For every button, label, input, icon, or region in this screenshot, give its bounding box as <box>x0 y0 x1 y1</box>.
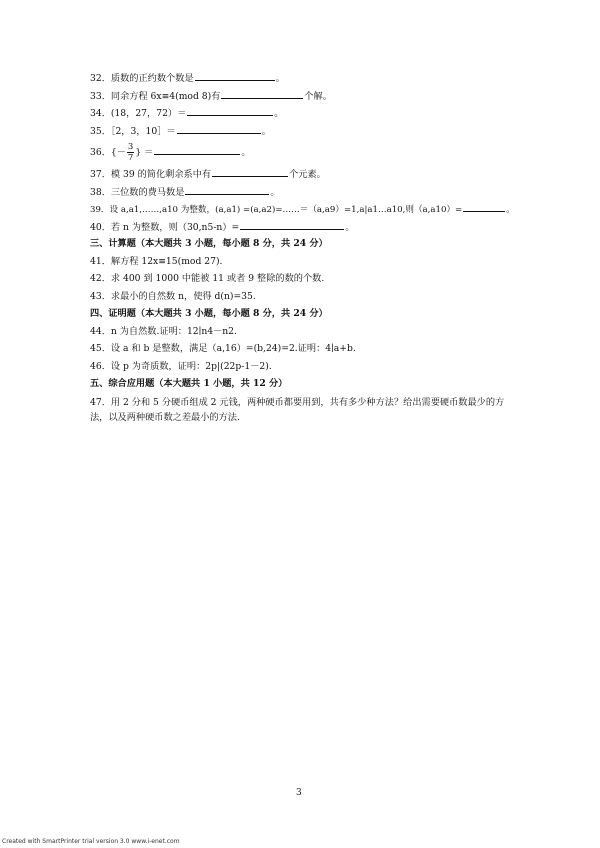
fraction-denominator: 7 <box>127 153 134 163</box>
question-33 <box>90 89 520 102</box>
answer-blank <box>187 106 273 116</box>
watermark-text: Created with SmartPrinter trial version 3.0 www.i-enet.com <box>2 838 180 845</box>
question-41: 41．解方程 12x≡15(mod 27). <box>90 255 223 267</box>
question-35 <box>90 124 520 137</box>
question-37-suffix: 个元素。 <box>289 169 326 180</box>
question-34 <box>90 106 520 119</box>
question-32-suffix: 。 <box>275 73 285 84</box>
answer-blank <box>154 145 240 155</box>
answer-blank <box>185 185 269 195</box>
question-38-suffix: 。 <box>270 186 280 198</box>
section-heading-proof: 四、证明题（本大题共 3 小题，每小题 8 分，共 24 分） <box>90 308 328 319</box>
question-39 <box>90 202 520 215</box>
question-43: 43．求最小的自然数 n，使得 d(n)=35. <box>90 290 256 302</box>
question-33-text: 33．同余方程 6x≡4(mod 8)有 <box>90 90 221 102</box>
question-39-text: 39．设 a,a1,……,a10 为整数，(a,a1) =(a,a2)=……＝（a,a9）=1,a|a1…a10,则（a,a10）= <box>90 205 463 215</box>
answer-blank <box>195 71 275 81</box>
question-40 <box>90 220 520 233</box>
question-37 <box>90 167 520 180</box>
question-list <box>90 71 520 429</box>
question-32-text: 32．质数的正约数个数是 <box>90 73 194 84</box>
fraction <box>127 142 134 163</box>
question-35-text: 35．［2，3，10］＝ <box>90 125 176 137</box>
question-34-suffix: 。 <box>274 108 284 119</box>
question-38-text: 38．三位数的费马数是 <box>90 186 185 198</box>
answer-blank <box>221 89 303 99</box>
question-46: 46．设 p 为奇质数，证明：2p|(22p-1－2). <box>90 360 272 372</box>
page-number: 3 <box>296 788 302 798</box>
question-44: 44．n 为自然数.证明：12∣n4－n2. <box>90 325 237 337</box>
section-heading-calculation: 三、计算题（本大题共 3 小题，每小题 8 分，共 24 分） <box>90 238 328 249</box>
question-36-mid: } ＝ <box>135 147 154 158</box>
answer-blank <box>240 220 344 230</box>
question-33-suffix: 个解。 <box>304 90 332 102</box>
question-34-text: 34．(18，27，72）＝ <box>90 108 187 119</box>
question-40-suffix: 。 <box>345 221 355 233</box>
question-42: 42．求 400 到 1000 中能被 11 或者 9 整除的数的个数. <box>90 273 325 284</box>
question-36-text: 36．{－ <box>90 147 126 158</box>
question-32 <box>90 71 520 84</box>
section-heading-application: 五、综合应用题（本大题共 1 小题，共 12 分） <box>90 378 288 389</box>
question-38 <box>90 185 520 198</box>
answer-blank <box>463 202 505 212</box>
question-37-text: 37．模 39 的简化剩余系中有 <box>90 169 212 180</box>
question-45: 45．设 a 和 b 是整数，满足（a,16）=(b,24)=2.证明：4∣a+b. <box>90 343 356 354</box>
question-39-suffix: 。 <box>506 205 515 215</box>
question-35-suffix: 。 <box>261 125 271 137</box>
answer-blank <box>212 167 288 177</box>
question-47: 47．用 2 分和 5 分硬币组成 2 元钱，两种硬币都要用到，共有多少种方法？给出需要硬币数最少的方法，以及两种硬币数之差最小的方法. <box>90 396 505 423</box>
answer-blank <box>177 124 261 134</box>
question-36 <box>90 141 520 165</box>
fraction-numerator: 3 <box>127 142 134 152</box>
question-40-text: 40．若 n 为整数，则（30,n5-n）= <box>90 221 240 233</box>
question-36-suffix: 。 <box>241 147 251 158</box>
